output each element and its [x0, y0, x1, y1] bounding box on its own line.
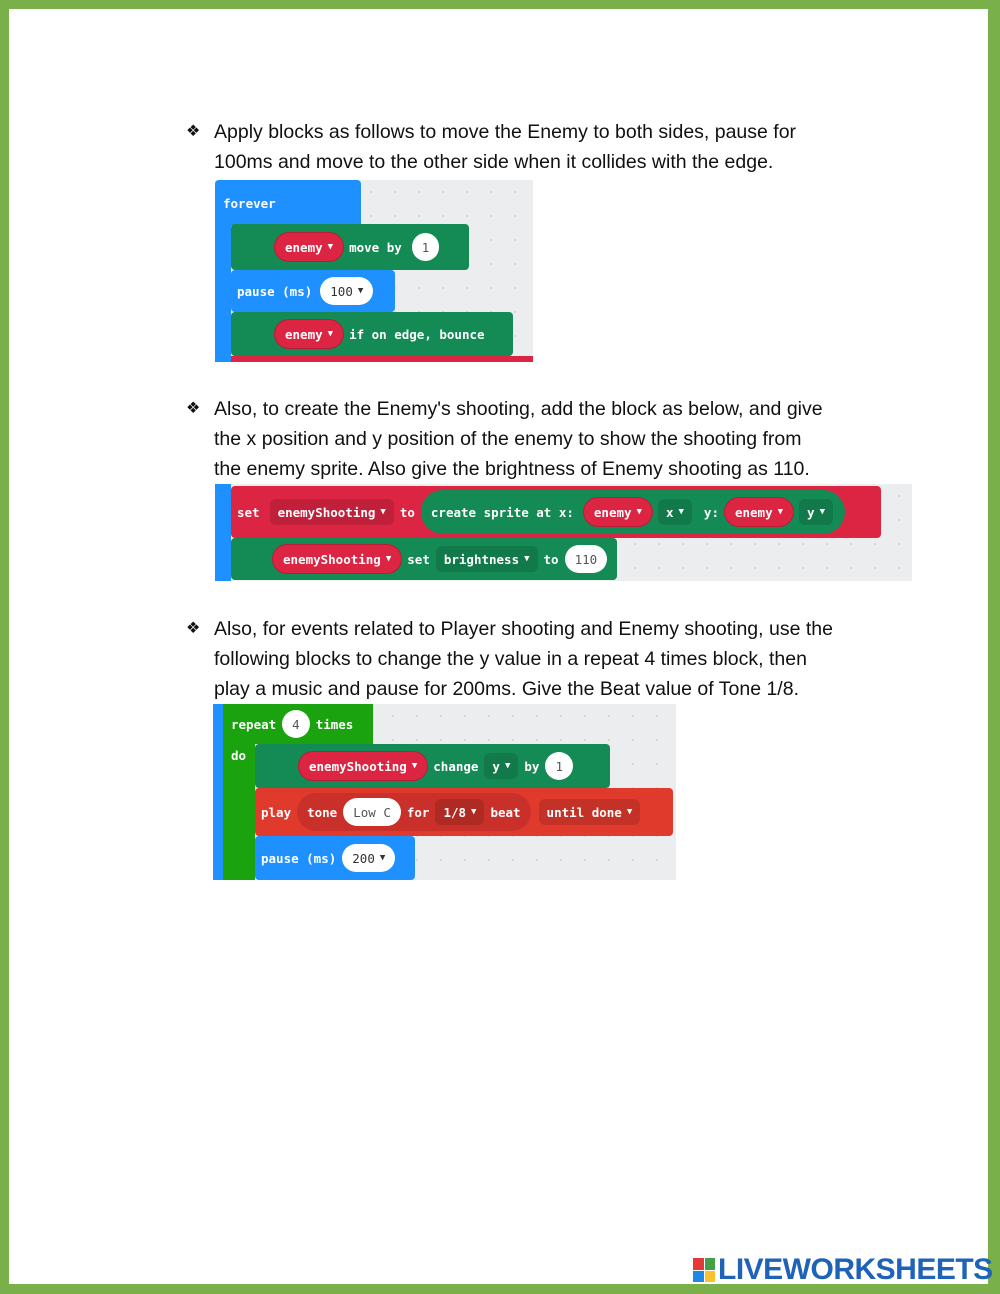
do-label: do — [231, 748, 247, 763]
pause-value-dropdown[interactable] — [320, 277, 373, 305]
instruction-3 — [186, 614, 886, 704]
y-property-dropdown[interactable] — [799, 499, 833, 525]
instruction-line: following blocks to change the y value in a repeat 4 times block, then — [214, 648, 807, 670]
container-arm — [213, 704, 223, 880]
brightness-label: brightness — [443, 551, 520, 567]
pause-label: pause (ms) — [237, 283, 313, 299]
times-label: times — [315, 716, 354, 732]
variable-label: enemyShooting — [283, 551, 381, 567]
bullet-icon: ❖ — [186, 400, 201, 417]
enemy-label: enemy — [285, 326, 323, 342]
brightness-block[interactable] — [231, 538, 617, 580]
caret-down-icon: ▼ — [777, 507, 784, 517]
next-block-edge — [231, 356, 533, 362]
to-label: to — [543, 551, 559, 567]
beat-label: beat — [490, 804, 521, 820]
pause-value-dropdown[interactable] — [342, 844, 395, 872]
x-property-dropdown[interactable] — [658, 499, 692, 525]
instruction-1 — [186, 117, 886, 177]
brightness-dropdown[interactable] — [436, 546, 538, 572]
caret-down-icon: ▼ — [411, 761, 418, 771]
play-tone-block[interactable] — [255, 788, 673, 836]
enemy-dropdown[interactable] — [275, 233, 343, 261]
by-label: by — [524, 758, 540, 774]
beat-value: 1/8 — [443, 804, 467, 820]
enemy-label: enemy — [285, 239, 323, 255]
enemy-dropdown[interactable] — [725, 498, 793, 526]
instruction-line: 100ms and move to the other side when it collides with the edge. — [214, 151, 774, 173]
code-block-enemy-shooting — [215, 484, 912, 581]
logo-square — [705, 1258, 716, 1270]
variable-dropdown[interactable] — [270, 499, 394, 525]
caret-down-icon: ▼ — [379, 853, 386, 863]
to-label: to — [399, 504, 415, 520]
enemy-label: enemy — [593, 504, 632, 520]
variable-label: enemyShooting — [309, 758, 407, 774]
enemy-dropdown[interactable] — [584, 498, 652, 526]
set-sprite-block[interactable] — [231, 486, 881, 538]
logo-square — [693, 1258, 704, 1270]
change-label: change — [433, 758, 479, 774]
y-property-label: y — [492, 758, 500, 774]
beat-dropdown[interactable] — [435, 799, 484, 825]
instruction-line: the x position and y position of the enemy to show the shooting from — [214, 428, 802, 450]
caret-down-icon: ▼ — [357, 286, 364, 296]
repeat-block[interactable] — [223, 704, 373, 744]
caret-down-icon: ▼ — [380, 507, 386, 517]
instruction-line: Apply blocks as follows to move the Enemy to both sides, pause for — [214, 121, 797, 143]
pause-label: pause (ms) — [261, 850, 337, 866]
instruction-line: Also, to create the Enemy's shooting, add the block as below, and give — [214, 398, 823, 420]
caret-down-icon: ▼ — [636, 507, 642, 517]
bullet-icon: ❖ — [186, 123, 201, 140]
y-property-label: y — [807, 504, 815, 520]
for-label: for — [406, 804, 430, 820]
repeat-do-arm — [223, 744, 255, 880]
change-y-block[interactable] — [255, 744, 610, 788]
brightness-value-input[interactable]: 110 — [565, 545, 608, 573]
variable-dropdown[interactable] — [273, 545, 401, 573]
instruction-line: Also, for events related to Player shooting and Enemy shooting, use the — [214, 618, 833, 640]
caret-down-icon: ▼ — [385, 554, 392, 564]
instruction-line: play a music and pause for 200ms. Give the Beat value of Tone 1/8. — [214, 678, 799, 700]
until-done-label: until done — [546, 804, 622, 820]
bounce-block[interactable] — [231, 312, 513, 356]
pause-value: 200 — [352, 850, 375, 866]
pause-block[interactable] — [231, 270, 395, 312]
y-label: y: — [703, 504, 719, 520]
move-by-label: move by — [349, 239, 402, 255]
forever-label: forever — [223, 195, 276, 211]
variable-label: enemyShooting — [277, 504, 376, 520]
bounce-label: if on edge, bounce — [349, 326, 485, 342]
caret-down-icon: ▼ — [327, 329, 334, 339]
variable-dropdown[interactable] — [299, 752, 427, 780]
forever-block[interactable] — [215, 180, 361, 226]
repeat-label: repeat — [231, 716, 277, 732]
create-sprite-label: create sprite at x: — [430, 504, 574, 520]
caret-down-icon: ▼ — [678, 507, 684, 517]
enemy-dropdown[interactable] — [275, 320, 343, 348]
logo-squares-icon — [693, 1258, 715, 1282]
move-value-input[interactable]: 1 — [412, 233, 440, 261]
repeat-count-input[interactable]: 4 — [282, 710, 310, 738]
y-property-dropdown[interactable] — [484, 753, 518, 779]
enemy-label: enemy — [734, 504, 773, 520]
forever-arm — [215, 226, 231, 362]
liveworksheets-logo — [693, 1254, 993, 1286]
caret-down-icon: ▼ — [504, 761, 511, 771]
set-label: set — [237, 504, 260, 520]
code-block-repeat — [213, 704, 676, 880]
caret-down-icon: ▼ — [626, 807, 633, 817]
move-block[interactable] — [231, 224, 469, 270]
logo-text: LIVEWORKSHEETS — [718, 1253, 993, 1286]
caret-down-icon: ▼ — [327, 242, 334, 252]
play-label: play — [261, 804, 292, 820]
pause-block[interactable] — [255, 836, 415, 880]
tone-label: tone — [307, 804, 338, 820]
bullet-icon: ❖ — [186, 620, 201, 637]
create-sprite-block[interactable] — [421, 490, 845, 534]
pause-value: 100 — [330, 283, 353, 299]
tone-block[interactable] — [297, 793, 530, 831]
logo-square — [705, 1271, 716, 1283]
instruction-line: the enemy sprite. Also give the brightness of Enemy shooting as 110. — [214, 458, 810, 480]
caret-down-icon: ▼ — [524, 554, 530, 564]
logo-square — [693, 1271, 704, 1283]
container-arm — [215, 484, 231, 581]
instruction-2 — [186, 394, 886, 484]
x-label: x — [665, 504, 674, 520]
code-block-forever — [215, 180, 533, 362]
change-value-input[interactable]: 1 — [545, 752, 573, 780]
set-label: set — [407, 551, 430, 567]
until-done-dropdown[interactable] — [539, 799, 641, 825]
note-input[interactable]: Low C — [343, 798, 401, 826]
caret-down-icon: ▼ — [819, 507, 825, 517]
caret-down-icon: ▼ — [471, 807, 477, 817]
